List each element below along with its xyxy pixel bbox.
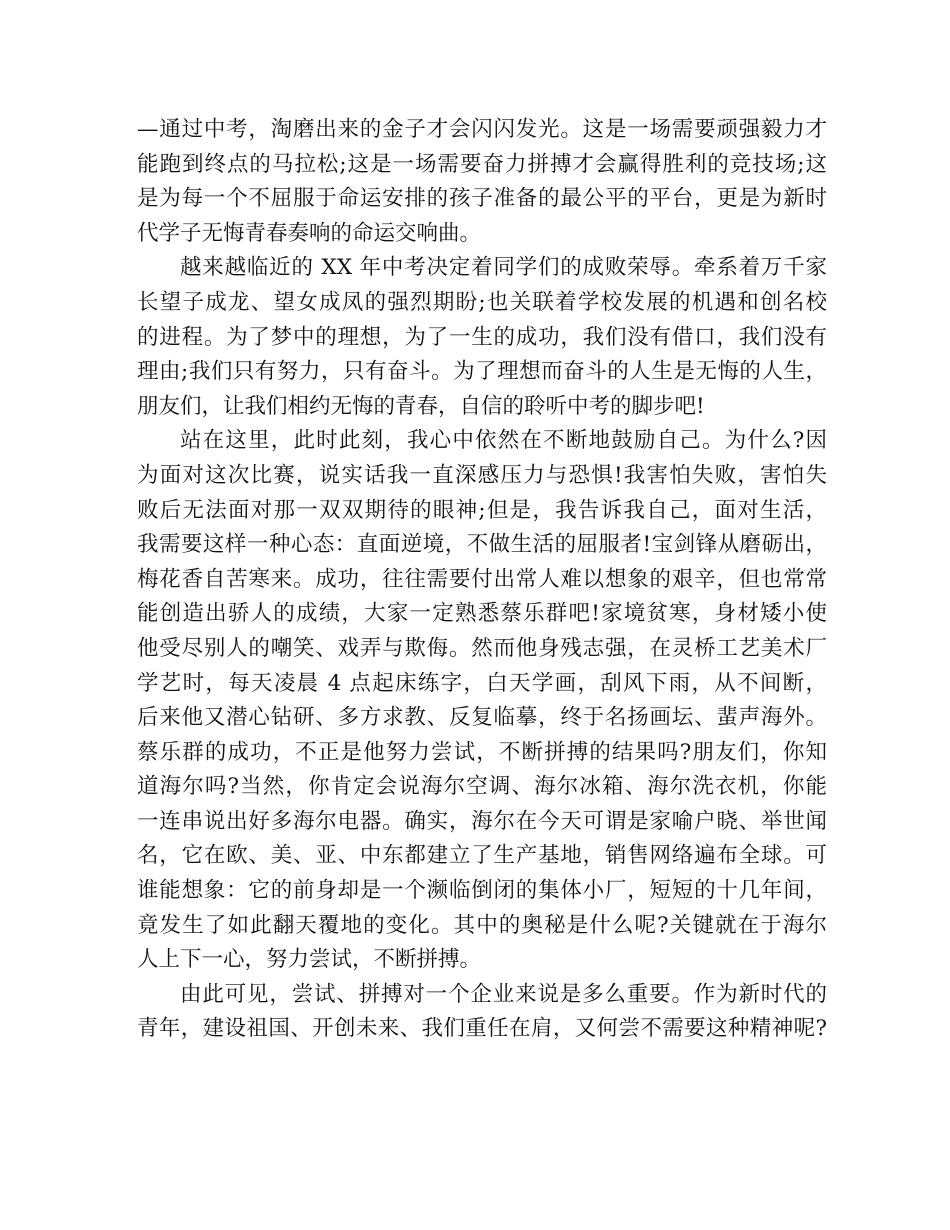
text-line: 由此可见，尝试、拼搏对一个企业来说是多么重要。作为新时代的 [180,981,827,1007]
text-line: 一连串说出好多海尔电器。确实，海尔在今天可谓是家喻户晓、举世闻 [137,808,827,834]
text-line: 越来越临近的 XX 年中考决定着同学们的成败荣辱。牵系着万千家 [180,255,827,281]
text-line: 为面对这次比赛，说实话我一直深感压力与恐惧!我害怕失败，害怕失 [137,462,827,488]
text-line: 谁能想象：它的前身却是一个濒临倒闭的集体小厂，短短的十几年间， [137,878,827,904]
text-line: 败后无法面对那一双双期待的眼神;但是，我告诉我自己，面对生活， [137,497,827,523]
text-line: 朋友们，让我们相约无悔的青春，自信的聆听中考的脚步吧! [137,393,705,419]
text-line: 梅花香自苦寒来。成功，往往需要付出常人难以想象的艰辛，但也常常 [137,566,827,592]
text-line: 能创造出骄人的成绩，大家一定熟悉蔡乐群吧!家境贫寒，身材矮小使 [137,601,827,627]
text-line: 竟发生了如此翻天覆地的变化。其中的奥秘是什么呢?关键就在于海尔 [137,912,827,938]
text-line: 名，它在欧、美、亚、中东都建立了生产基地，销售网络遍布全球。可 [137,843,827,869]
text-line: 蔡乐群的成功，不正是他努力尝试，不断拼搏的结果吗?朋友们，你知 [137,739,827,765]
text-line: 站在这里，此时此刻，我心中依然在不断地鼓励自己。为什么?因 [180,428,827,454]
text-line: 的进程。为了梦中的理想，为了一生的成功，我们没有借口，我们没有 [137,324,827,350]
text-line: 道海尔吗?当然，你肯定会说海尔空调、海尔冰箱、海尔洗衣机，你能 [137,774,827,800]
text-line: 青年，建设祖国、开创未来、我们重任在肩，又何尝不需要这种精神呢? [137,1016,827,1042]
text-line: 人上下一心，努力尝试，不断拼搏。 [137,947,482,973]
text-line: 是为每一个不屈服于命运安排的孩子准备的最公平的平台，更是为新时 [137,186,827,212]
text-line: 长望子成龙、望女成凤的强烈期盼;也关联着学校发展的机遇和创名校 [137,289,827,315]
text-line: 后来他又潜心钻研、多方求教、反复临摹，终于名扬画坛、蜚声海外。 [137,705,827,731]
text-line: 代学子无悔青春奏响的命运交响曲。 [137,220,482,246]
text-line: —通过中考，淘磨出来的金子才会闪闪发光。这是一场需要顽强毅力才 [137,117,827,142]
text-line: 能跑到终点的马拉松;这是一场需要奋力拼搏才会赢得胜利的竞技场;这 [137,151,827,177]
text-line: 我需要这样一种心态：直面逆境，不做生活的屈服者!宝剑锋从磨砺出， [137,532,827,558]
text-line: 理由;我们只有努力，只有奋斗。为了理想而奋斗的人生是无悔的人生， [137,359,827,385]
document-body [137,113,827,1047]
text-line: 他受尽别人的嘲笑、戏弄与欺侮。然而他身残志强，在灵桥工艺美术厂 [137,635,827,661]
text-line: 学艺时，每天凌晨 4 点起床练字，白天学画，刮风下雨，从不间断， [137,670,827,696]
